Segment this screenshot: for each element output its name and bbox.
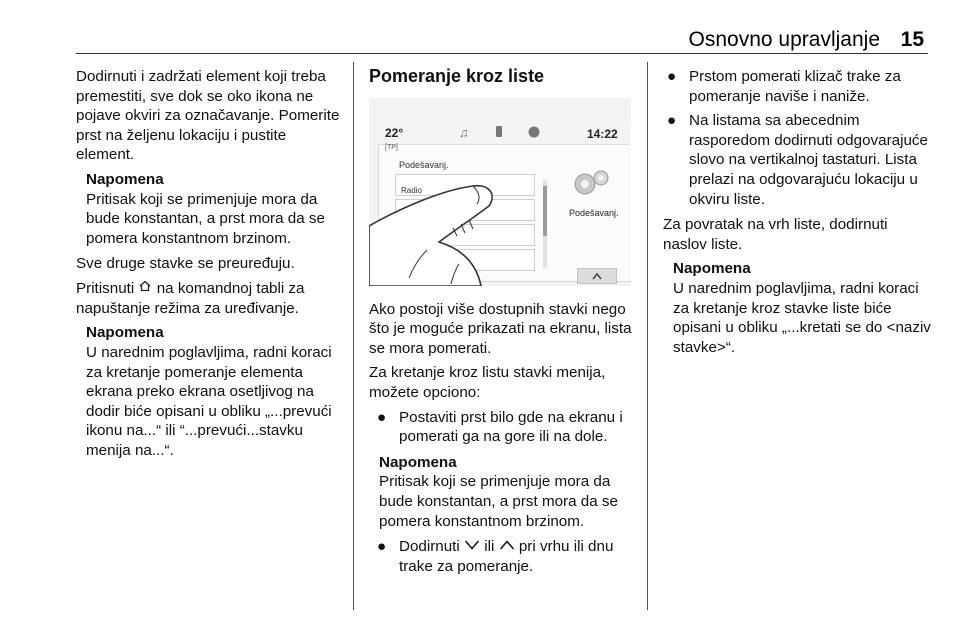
note-heading: Napomena <box>86 324 164 342</box>
header-rule <box>76 53 928 54</box>
note-block <box>86 170 344 248</box>
touchscreen-figure <box>369 98 631 286</box>
note-heading: Napomena <box>86 170 164 188</box>
paragraph: Sve druge stavke se preuređuju. <box>76 255 295 273</box>
list-item-text: Postaviti prst bilo gde na ekranu i pomerati ga na gore ili na dole. <box>399 408 623 446</box>
list-item <box>663 67 931 106</box>
paragraph: Ako postoji više dostupnih stavki nego što je moguće prikazati na ekranu, lista se mora pomerati. <box>369 300 632 357</box>
screen-list-item: Radio <box>395 174 535 196</box>
note-block <box>379 453 637 531</box>
chevron-up-icon <box>499 537 515 557</box>
list-item-text: Na listama sa abecednim rasporedom dodirnuti odgovarajuće slovo na vertikalnoj tastaturi. Lista prelazi na odgovarajuću lokaciju u okviru liste. <box>689 112 928 208</box>
note-block <box>86 323 344 460</box>
bullet-list <box>663 67 931 209</box>
text-run: na komandnoj tabli za napuštanje režima za uređivanje. <box>76 279 305 317</box>
note-text: Pritisak koji se primenjuje mora da bude konstantan, a prst mora da se pomera konstantnom brzinom. <box>379 473 618 530</box>
bullet-list <box>373 537 637 576</box>
column-divider-1 <box>353 62 354 610</box>
screen-clock: 14:22 <box>587 126 618 141</box>
column-1 <box>76 67 344 466</box>
screen-temperature: 22° <box>385 125 404 140</box>
note-block <box>673 259 931 357</box>
list-item <box>373 537 637 576</box>
screen-list-title: Podešavanj. <box>399 159 449 170</box>
note-text: Pritisak koji se primenjuje mora da bude konstantan, a prst mora da se pomera konstantnom brzinom. <box>86 190 325 247</box>
column-divider-2 <box>647 62 648 610</box>
note-heading: Napomena <box>673 260 751 278</box>
finger-illustration <box>369 98 631 286</box>
paragraph <box>76 279 344 318</box>
paragraph: Za kretanje kroz listu stavki menija, možete opciono: <box>369 364 606 401</box>
note-text: U narednim poglavljima, radni koraci za kretanje pomeranje elementa ekrana preko ekrana osetljivog na dodir biće opisani u obliku „...prevući ikonu na...“ ili “...prevući...stavku menija na...“. <box>86 343 332 459</box>
column-3 <box>663 67 931 363</box>
text-run: Dodirnuti <box>399 538 460 556</box>
bullet-marker: ● <box>377 538 387 556</box>
home-icon <box>138 279 152 299</box>
bullet-marker: ● <box>667 112 677 130</box>
bullet-list <box>373 408 637 447</box>
list-item <box>373 408 637 447</box>
paragraph: Za povratak na vrh liste, dodirnuti naslov liste. <box>663 216 888 253</box>
note-heading: Napomena <box>379 453 457 471</box>
paragraph: Dodirnuti i zadržati element koji treba premestiti, sve dok se oko ikona ne pojave okviri za označavanje. Pomerite prst na željenu lokaciju i pustite element. <box>76 68 340 164</box>
text-run: ili <box>484 538 495 556</box>
screen-tp-label: [TP] <box>385 143 398 151</box>
bullet-marker: ● <box>667 68 677 85</box>
note-text: U narednim poglavljima, radni koraci za kretanje kroz stavke liste biće opisani u obliku „...kretati se do <naziv stavke>“. <box>673 279 931 356</box>
chevron-down-icon <box>464 537 480 557</box>
text-run: Pritisnuti <box>76 279 135 297</box>
header-title: Osnovno upravljanje <box>688 28 880 51</box>
svg-text:♫: ♫ <box>459 124 469 140</box>
screen-settings-label: Podešavanj. <box>569 207 619 218</box>
section-heading: Pomeranje kroz liste <box>369 66 545 86</box>
list-item <box>663 111 931 209</box>
text-run: pri vrhu ili dnu trake za pomeranje. <box>399 538 614 575</box>
column-2 <box>369 67 637 583</box>
bullet-marker: ● <box>377 408 387 426</box>
page-number: 15 <box>900 28 924 51</box>
list-item-text: Prstom pomerati klizač trake za pomeranje naviše i naniže. <box>689 68 901 105</box>
